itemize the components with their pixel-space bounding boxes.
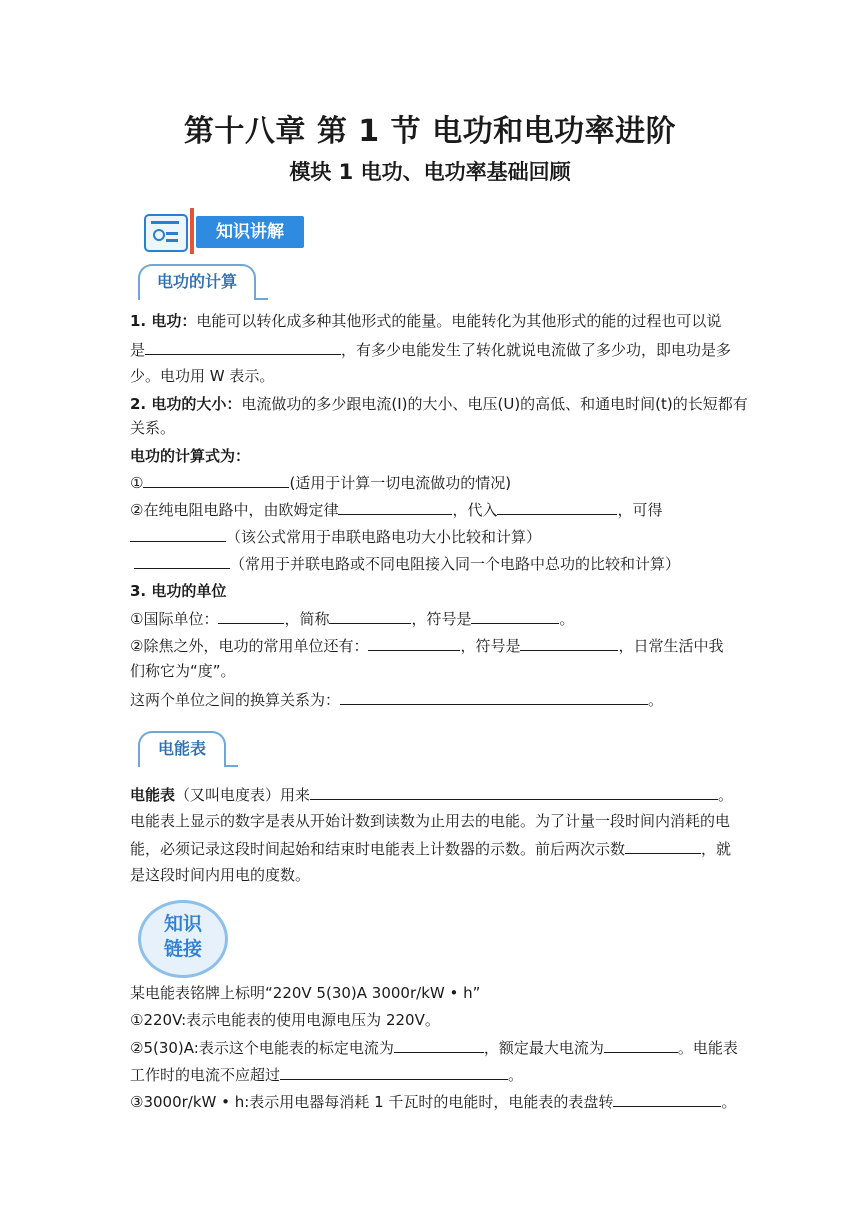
s2-line1: 2. 电功的大小：电流做功的多少跟电流(I)的大小、电压(U)的高低、和通电时间(t)的长短都有: [130, 395, 748, 413]
meter-line2: 电能表上显示的数字是表从开始计数到读数为止用去的电能。为了计量一段时间内消耗的电: [130, 812, 731, 830]
badge-label: 知识讲解: [196, 216, 304, 248]
blank-field[interactable]: [497, 499, 617, 515]
s1-line2: 是 ，有多少电能发生了转化就说电流做了多少功，即电功是多: [130, 341, 732, 359]
page-subtitle: 模块 1 电功、电功率基础回顾: [289, 160, 571, 184]
link-line4: 工作时的电流不应超过 。: [130, 1066, 524, 1084]
blank-field[interactable]: [604, 1037, 678, 1053]
page-title: 第十八章 第 1 节 电功和电功率进阶: [183, 114, 677, 149]
s1-line3: 少。电功用 W 表示。: [130, 367, 275, 385]
blank-field[interactable]: [368, 635, 460, 651]
formula-line1: ① (适用于计算一切电流做功的情况): [130, 474, 512, 492]
section-tab-calc: 电功的计算: [138, 264, 256, 300]
link-badge-line1: 知识: [163, 913, 202, 935]
formula-line4: （常用于并联电路或不同电阻接入同一个电路中总功的比较和计算）: [130, 553, 680, 574]
blank-field[interactable]: [310, 784, 718, 800]
meter-line3: 能，必须记录这段时间起始和结束时电能表上计数器的示数。前后两次示数 ，就: [130, 840, 732, 858]
unit-line1: ①国际单位： ，简称 ，符号是 。: [130, 610, 575, 628]
blank-field[interactable]: [130, 526, 226, 542]
formula-head: 电功的计算式为：: [130, 447, 251, 465]
link-line1: 某电能表铭牌上标明“220V 5(30)A 3000r/kW • h”: [130, 984, 481, 1002]
blank-field[interactable]: [625, 838, 701, 854]
meter-line1: 电能表（又叫电度表）用来 。: [130, 786, 734, 804]
blank-field[interactable]: [394, 1037, 484, 1053]
unit-line3: 们称它为“度”。: [130, 662, 236, 680]
blank-field[interactable]: [145, 339, 341, 355]
blank-field[interactable]: [340, 689, 648, 705]
unit-line2: ②除焦之外，电功的常用单位还有： ，符号是 ，日常生活中我: [130, 637, 724, 655]
section-tab-meter: 电能表: [138, 731, 226, 767]
blank-field[interactable]: [280, 1064, 508, 1080]
blank-field[interactable]: [329, 608, 411, 624]
blank-field[interactable]: [338, 499, 452, 515]
blank-field[interactable]: [613, 1091, 721, 1107]
blank-field[interactable]: [134, 553, 230, 569]
link-line2: ①220V:表示电能表的使用电源电压为 220V。: [130, 1011, 440, 1029]
s2-line2: 关系。: [130, 419, 176, 437]
link-line3: ②5(30)A:表示这个电能表的标定电流为 ，额定最大电流为 。电能表: [130, 1039, 738, 1057]
blank-field[interactable]: [218, 608, 284, 624]
formula-line3: （该公式常用于串联电路电功大小比较和计算）: [130, 526, 541, 547]
presentation-icon: [144, 214, 188, 252]
s1-line1: 1. 电功：电能可以转化成多种其他形式的能量。电能转化为其他形式的能的过程也可以说: [130, 312, 722, 330]
blank-field[interactable]: [471, 608, 559, 624]
link-badge-line2: 链接: [163, 938, 202, 960]
knowledge-link-badge: [138, 900, 228, 978]
unit-line4: 这两个单位之间的换算关系为： 。: [130, 691, 664, 709]
link-line5: ③3000r/kW • h:表示用电器每消耗 1 千瓦时的电能时，电能表的表盘转 。: [130, 1093, 737, 1111]
blank-field[interactable]: [143, 472, 289, 488]
knowledge-explain-badge: [144, 206, 306, 254]
formula-line2: ②在纯电阻电路中，由欧姆定律 ，代入 ，可得: [130, 501, 663, 519]
unit-head: 3. 电功的单位: [130, 582, 227, 600]
meter-line4: 是这段时间内用电的度数。: [130, 866, 311, 884]
blank-field[interactable]: [520, 635, 618, 651]
